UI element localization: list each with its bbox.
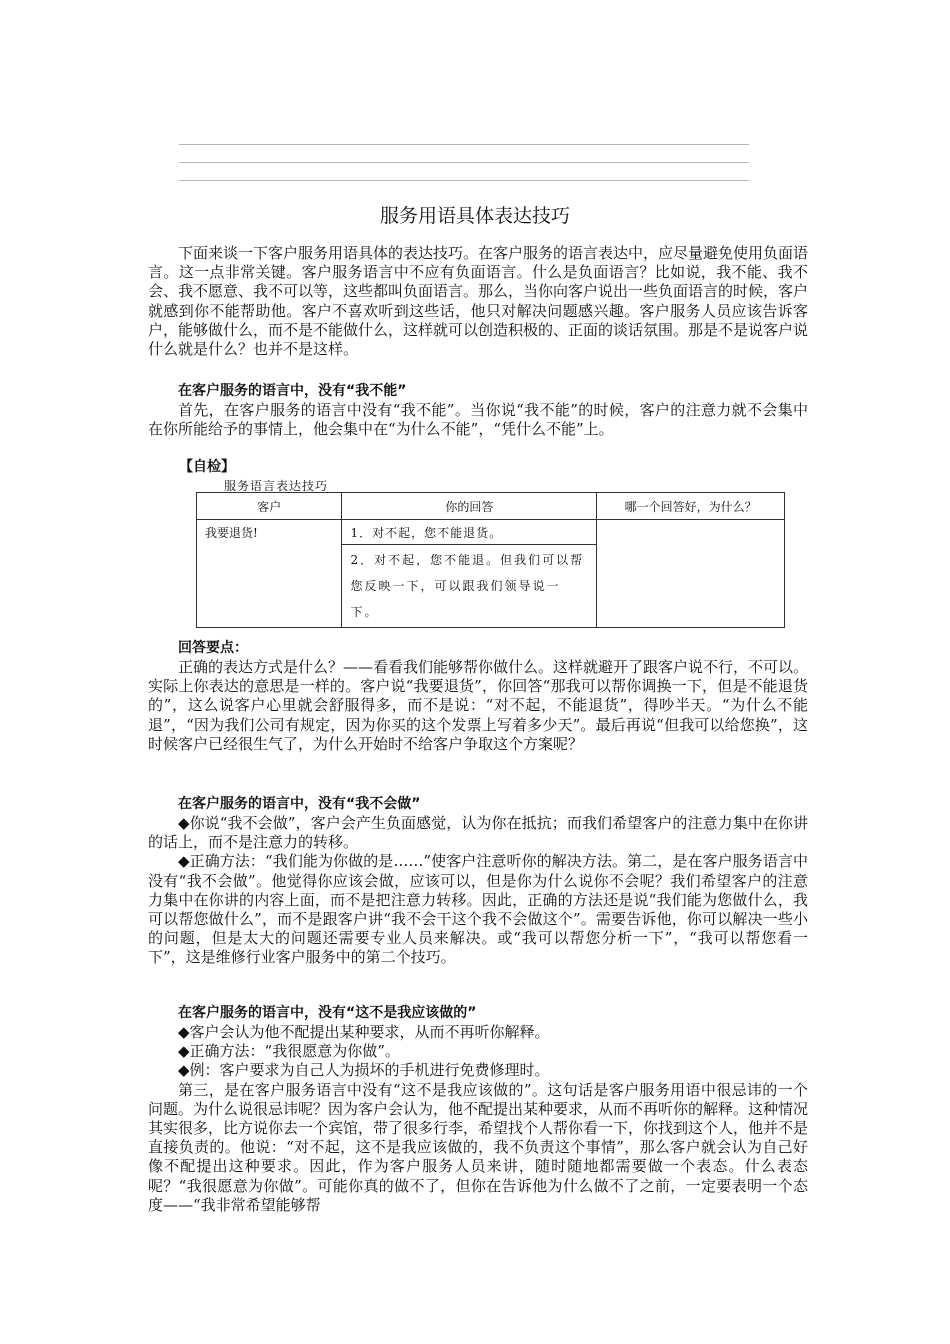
section-paragraph-wont-do-2: ◆正确方法：“我们能为你做的是……”使客户注意听你的解决方法。第二，是在客户服务语言中没有“我不会做”。他觉得你应该会做，应该可以，但是你为什么说你不会呢？我们希望客户的注意力集中在你讲的内容上面，而不是把注意力转移。因此，正确的方法还是说“我们能为您做什么，我可以帮您做什么”，而不是跟客户讲“我不会干这个我不会做这个”。需要告诉他，你可以解决一些小的问题，但是太大的问题还需要专业人员来解决。或“我可以帮您分析一下”，“我可以帮您看一下”，这是维修行业客户服务中的第二个技巧。 xyxy=(148,852,808,967)
answer-points-paragraph: 正确的表达方式是什么？——看看我们能够帮你做什么。这样就避开了跟客户说不行，不可以。实际上你表达的意思是一样的。客户说“我要退货”，你回答“那我可以帮你调换一下，但是不能退货的”，这么说客户心里就会舒服得多，而不是说：“对不起，不能退货”，得吵半天。“为什么不能退”，“因为我们公司有规定，因为你买的这个发票上写着多少天”。最后再说“但我可以给您换”，这时候客户已经很生气了，为什么开始时不给客户争取这个方案呢？ xyxy=(148,658,809,753)
header-rule-2 xyxy=(179,162,749,163)
section-heading-not-my-job: 在客户服务的语言中，没有“这不是我应该做的” xyxy=(178,1005,477,1021)
bullet-line-1: ◆客户会认为他不配提出某种要求，从而不再听你解释。 xyxy=(178,1023,550,1041)
answer-cell-1: 1．对不起，您不能退货。 xyxy=(342,520,597,545)
header-rule-3 xyxy=(179,180,749,181)
table-caption: 服务语言表达技巧 xyxy=(224,479,329,493)
header-customer: 客户 xyxy=(197,493,342,520)
section-heading-cannot: 在客户服务的语言中，没有“我不能” xyxy=(178,383,407,399)
section-not-my-job xyxy=(148,1004,808,1215)
section-paragraph-wont-do-1: ◆你说“我不会做”，客户会产生负面感觉，认为你在抵抗；而我们希望客户的注意力集中在你讲的话上，而不是注意力的转移。 xyxy=(148,814,808,852)
section-cannot xyxy=(148,382,808,439)
bullet-line-2: ◆正确方法：“我很愿意为你做”。 xyxy=(178,1042,400,1061)
table-row xyxy=(197,520,785,545)
self-check-table xyxy=(196,492,785,628)
section-wont-do xyxy=(148,795,808,968)
answer-cell-2: 2．对不起，您不能退。但我们可以帮您反映一下，可以跟我们领导说一下。 xyxy=(342,545,597,628)
answer-points-block xyxy=(148,639,808,754)
section-heading-wont-do: 在客户服务的语言中，没有“我不会做” xyxy=(178,796,421,812)
header-which-better: 哪一个回答好，为什么？ xyxy=(597,493,785,520)
table-header-row xyxy=(197,493,785,520)
which-better-cell xyxy=(597,520,785,628)
page-title: 服务用语具体表达技巧 xyxy=(379,205,570,227)
bullet-line-3: ◆例：客户要求为自己人为损坏的手机进行免费修理时。 xyxy=(178,1061,550,1080)
section-paragraph-not-my-job: 第三，是在客户服务语言中没有“这不是我应该做的”。这句话是客户服务用语中很忌讳的一个问题。为什么说很忌讳呢？因为客户会认为，他不配提出某种要求，从而不再听你的解释。这种情况其实很多，比方说你去一个宾馆，带了很多行李，希望找个人帮你看一下，你找到这个人，他并不是直接负责的。他说：“对不起，这不是我应该做的，我不负责这个事情”，那么客户就会认为自己好像不配提出这种要求。因此，作为客户服务人员来讲，随时随地都需要做一个表态。什么表态呢？“我很愿意为你做”。可能你真的做不了，但你在告诉他为什么做不了之前，一定要表明一个态度——“我非常希望能够帮 xyxy=(148,1080,809,1214)
intro-paragraph: 下面来谈一下客户服务用语具体的表达技巧。在客户服务的语言表达中，应尽量避免使用负面语言。这一点非常关键。客户服务语言中不应有负面语言。什么是负面语言？比如说，我不能、我不会、我不愿意、我不可以等，这些都叫负面语言。那么，当你向客户说出一些负面语言的时候，客户就感到你不能帮助他。客户不喜欢听到这些话，他只对解决问题感兴趣。客户服务人员应该告诉客户，能够做什么，而不是不能做什么，这样就可以创造积极的、正面的谈话氛围。那是不是说客户说什么就是什么？也并不是这样。 xyxy=(148,244,809,359)
section-paragraph-cannot: 首先，在客户服务的语言中没有“我不能”。当你说“我不能”的时候，客户的注意力就不会集中在你所能给予的事情上，他会集中在“为什么不能”，“凭什么不能”上。 xyxy=(148,401,808,439)
intro-block xyxy=(148,244,808,359)
self-check-label: 【自检】 xyxy=(179,459,235,475)
header-rule-1 xyxy=(179,144,749,145)
answer-points-heading: 回答要点： xyxy=(178,640,248,656)
customer-cell: 我要退货! xyxy=(197,520,342,628)
header-your-answer: 你的回答 xyxy=(342,493,597,520)
